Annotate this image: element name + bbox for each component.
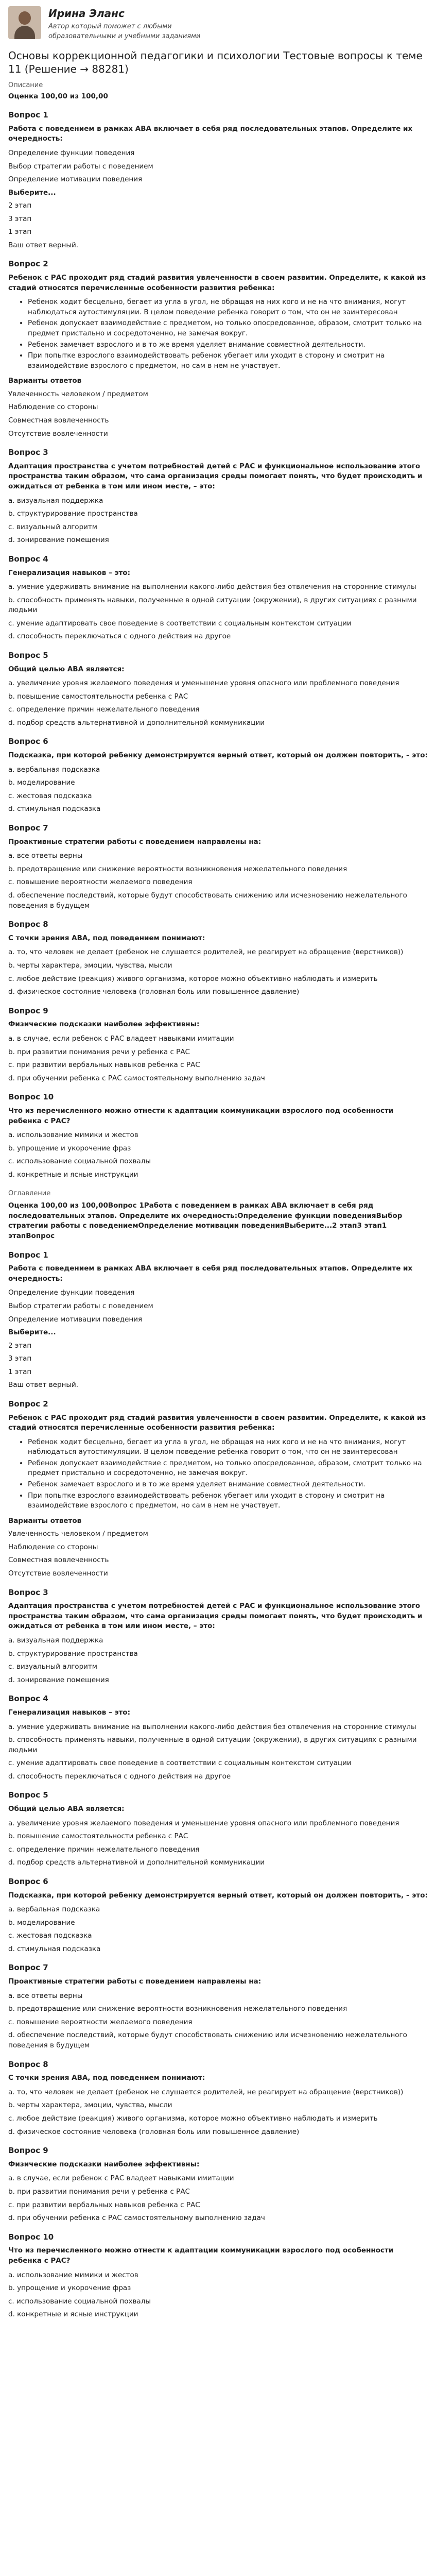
- list-item: Выбор стратегии работы с поведением: [8, 1301, 153, 1310]
- bullet-list: [8, 297, 428, 371]
- answer-option: a. визуальная поддержка: [8, 496, 103, 505]
- answer-option: d. при обучении ребенка с РАС самостоятельному выполнению задач: [8, 2214, 265, 2223]
- list-item: 3 этап: [8, 214, 32, 223]
- answer-option: a. визуальная поддержка: [8, 1636, 103, 1645]
- answer-option: d. физическое состояние человека (головная боль или повышенное давление): [8, 988, 300, 996]
- answer-option: c. определение причин нежелательного поведения: [8, 1845, 200, 1854]
- answer-option: a. умение удерживать внимание на выполнении какого-либо действия без отвлечения на сторонние стимулы: [8, 583, 416, 591]
- answer-option: b. способность применять навыки, полученные в одной ситуации (окружении), в других ситуациях с разными людьми: [8, 1736, 417, 1754]
- answer-option: b. упрощение и укорочение фраз: [8, 2284, 131, 2293]
- answer-option: a. все ответы верны: [8, 1991, 83, 2000]
- answer-option: a. в случае, если ребенок с РАС владеет навыками имитации: [8, 1035, 234, 1043]
- list-item: 2 этап: [8, 1341, 32, 1350]
- list-item: Наблюдение со стороны: [8, 403, 98, 412]
- answer-feedback: Ваш ответ верный.: [8, 1381, 79, 1389]
- question-text: Работа с поведением в рамках ABA включает в себя ряд последовательных этапов. Определите их очередность:: [8, 1264, 413, 1283]
- question-title: Вопрос 2: [8, 1399, 48, 1409]
- question-text: Общий целью АВА является:: [8, 1805, 125, 1814]
- answer-option: d. обеспечение последствий, которые будут способствовать снижению или исчезновению нежелательного поведения в будущем: [8, 2031, 407, 2049]
- list-item: 1 этап: [8, 228, 32, 236]
- answer-option: d. физическое состояние человека (головная боль или повышенное давление): [8, 2127, 300, 2136]
- list-item: Наблюдение со стороны: [8, 1543, 98, 1551]
- answer-option: b. повышение самостоятельности ребенка с РАС: [8, 1832, 188, 1841]
- answer-option: d. зонирование помещения: [8, 1675, 109, 1684]
- answer-option: d. подбор средств альтернативной и дополнительной коммуникации: [8, 718, 265, 727]
- list-item: • Ребенок ходит бесцельно, бегает из угла в угол, не обращая на них кого и не на что внимания, могут наблюдаться аутостимуляции. В целом поведение ребенка говорит о том, что он не заинтересован: [28, 1437, 428, 1458]
- summary-label: Оглавление: [8, 1190, 51, 1198]
- answer-option: c. любое действие (реакция) живого организма, которое можно объективно наблюдать и измерить: [8, 974, 378, 983]
- question-text: Ребенок с РАС проходит ряд стадий развития увлеченности в своем развитии. Определите, к какой из стадий относятся перечисленные особенности развития ребенка:: [8, 274, 426, 292]
- list-item: Увлеченность человеком / предметом: [8, 389, 148, 398]
- answer-option: b. черты характера, эмоции, чувства, мысли: [8, 961, 172, 970]
- answer-option: d. стимульная подсказка: [8, 805, 101, 814]
- answer-option: c. жестовая подсказка: [8, 1931, 92, 1940]
- answer-option: a. все ответы верны: [8, 852, 83, 860]
- question-title: Вопрос 10: [8, 2232, 54, 2242]
- question-text: Подсказка, при которой ребенку демонстрируется верный ответ, который он должен повторить, – это:: [8, 751, 428, 760]
- question-text: Физические подсказки наиболее эффективны:: [8, 2160, 200, 2168]
- list-item: 2 этап: [8, 201, 32, 210]
- list-item: • При попытке взрослого взаимодействовать ребенок убегает или уходит в сторону и смотрит на взаимодействие взрослого с предметом, но сам в нем не участвует.: [28, 1491, 428, 1511]
- list-item: Выбор стратегии работы с поведением: [8, 162, 153, 171]
- answer-option: a. вербальная подсказка: [8, 765, 100, 774]
- question-title: Вопрос 1: [8, 1250, 48, 1260]
- list-item: • Ребенок допускает взаимодействие с предметом, но только опосредованное, образом, смотрит только на предмет пристально и сосредоточенно, не замечая вокруг.: [28, 1459, 428, 1479]
- question-text: Адаптация пространства с учетом потребностей детей с РАС и функциональное использование этого пространства таким образом, что сама организация среды помогает понять, что будет происходить и ожидаться от ребенка в том или ином месте, – это:: [8, 462, 423, 490]
- author-info: [48, 6, 213, 42]
- question-title: Вопрос 7: [8, 1963, 48, 1973]
- question-text: Ребенок с РАС проходит ряд стадий развития увлеченности в своем развитии. Определите, к какой из стадий относятся перечисленные особенности развития ребенка:: [8, 1413, 426, 1432]
- answer-option: d. конкретные и ясные инструкции: [8, 2310, 138, 2319]
- answer-option: b. предотвращение или снижение вероятности возникновения нежелательного поведения: [8, 2005, 347, 2013]
- score: Оценка 100,00 из 100,00: [8, 92, 108, 100]
- question-text: Подсказка, при которой ребенку демонстрируется верный ответ, который он должен повторить, – это:: [8, 1891, 428, 1900]
- answer-option: c. повышение вероятности желаемого поведения: [8, 2018, 193, 2026]
- list-item: Отсутствие вовлеченности: [8, 1569, 108, 1578]
- page-title: Основы коррекционной педагогики и психологии Тестовые вопросы к теме 11 (Решение → 88281): [8, 49, 423, 75]
- question-title: Вопрос 8: [8, 2059, 48, 2069]
- choose-label: Выберите...: [8, 188, 56, 197]
- answer-option: b. при развитии понимания речи у ребенка с РАС: [8, 2188, 190, 2196]
- answer-option: d. обеспечение последствий, которые будут способствовать снижению или исчезновению нежелательного поведения в будущем: [8, 891, 407, 910]
- question-title: Вопрос 8: [8, 920, 48, 929]
- answer-option: a. то, что человек не делает (ребенок не слушается родителей, не реагирует на обращение (верстников)): [8, 948, 404, 957]
- question-title: Вопрос 9: [8, 2146, 48, 2156]
- summary-text: Оценка 100,00 из 100,00Вопрос 1Работа с поведением в рамках ABA включает в себя ряд последовательных этапов. Определите их очередность:Определение функции поведенияВыбор стратегии работы с поведениемОпределение мотивации поведенияВыберите...2 этап3 этап1 этапВопрос: [8, 1201, 403, 1240]
- question-title: Вопрос 5: [8, 1790, 48, 1800]
- question-text: С точки зрения АВА, под поведением понимают:: [8, 934, 205, 942]
- answer-option: c. визуальный алгоритм: [8, 1663, 97, 1671]
- list-item: Совместная вовлеченность: [8, 1556, 109, 1565]
- question-title: Вопрос 2: [8, 259, 48, 269]
- answer-option: a. то, что человек не делает (ребенок не слушается родителей, не реагирует на обращение (верстников)): [8, 2088, 404, 2096]
- answer-option: b. черты характера, эмоции, чувства, мысли: [8, 2101, 172, 2110]
- answer-option: b. моделирование: [8, 778, 75, 787]
- question-title: Вопрос 7: [8, 823, 48, 833]
- question-text: Генерализация навыков – это:: [8, 568, 130, 577]
- answer-option: d. зонирование помещения: [8, 536, 109, 545]
- question-text: Генерализация навыков – это:: [8, 1708, 130, 1717]
- list-item: • Ребенок замечает взрослого и в то же время уделяет внимание совместной деятельности.: [28, 1480, 428, 1490]
- answer-option: b. моделирование: [8, 1918, 75, 1927]
- list-item: • Ребенок ходит бесцельно, бегает из угла в угол, не обращая на них кого и не на что внимания, могут наблюдаться аутостимуляции. В целом поведение ребенка говорит о том, что он не заинтересован: [28, 297, 428, 317]
- answer-option: b. структурирование пространства: [8, 1649, 138, 1658]
- question-title: Вопрос 4: [8, 554, 48, 564]
- answer-option: b. предотвращение или снижение вероятности возникновения нежелательного поведения: [8, 865, 347, 873]
- list-item: • Ребенок допускает взаимодействие с предметом, но только опосредованное, образом, смотрит только на предмет пристально и сосредоточенно, не замечая вокруг.: [28, 318, 428, 338]
- list-item: • При попытке взрослого взаимодействовать ребенок убегает или уходит в сторону и смотрит на взаимодействие взрослого с предметом, но сам в нем не участвует.: [28, 351, 428, 371]
- answer-option: d. способность переключаться с одного действия на другое: [8, 1772, 231, 1781]
- question-title: Вопрос 3: [8, 1587, 48, 1597]
- answer-option: a. увеличение уровня желаемого поведения и уменьшение уровня опасного или проблемного поведения: [8, 1819, 399, 1827]
- choose-label: Выберите...: [8, 1328, 56, 1337]
- answer-option: c. использование социальной похвалы: [8, 1157, 151, 1166]
- answer-option: c. жестовая подсказка: [8, 791, 92, 800]
- answer-option: c. при развитии вербальных навыков ребенка с РАС: [8, 1061, 200, 1070]
- answer-option: d. способность переключаться с одного действия на другое: [8, 632, 231, 641]
- answers-label: Варианты ответов: [8, 1516, 82, 1525]
- answer-option: d. стимульная подсказка: [8, 1944, 101, 1953]
- question-text: Что из перечисленного можно отнести к адаптации коммуникации взрослого под особенности ребенка с РАС?: [8, 2246, 394, 2265]
- answer-option: c. умение адаптировать свое поведение в соответствии с социальным контекстом ситуации: [8, 1759, 352, 1768]
- question-text: Физические подсказки наиболее эффективны:: [8, 1020, 200, 1029]
- list-item: Отсутствие вовлеченности: [8, 429, 108, 438]
- answer-option: c. определение причин нежелательного поведения: [8, 705, 200, 714]
- question-title: Вопрос 1: [8, 110, 48, 120]
- answer-option: a. умение удерживать внимание на выполнении какого-либо действия без отвлечения на сторонние стимулы: [8, 1722, 416, 1731]
- list-item: 1 этап: [8, 1367, 32, 1376]
- answer-option: b. повышение самостоятельности ребенка с РАС: [8, 692, 188, 701]
- list-item: Определение функции поведения: [8, 1289, 135, 1297]
- answer-option: a. в случае, если ребенок с РАС владеет навыками имитации: [8, 2174, 234, 2183]
- author-header: [8, 6, 428, 46]
- author-description: Автор который поможет с любыми образовательными и учебными заданиями: [48, 23, 201, 40]
- question-text: Проактивные стратегии работы с поведением направлены на:: [8, 1977, 261, 1986]
- answer-option: b. структурирование пространства: [8, 510, 138, 518]
- question-text: Общий целью АВА является:: [8, 665, 125, 673]
- list-item: 3 этап: [8, 1354, 32, 1363]
- answer-option: d. при обучении ребенка с РАС самостоятельному выполнению задач: [8, 1074, 265, 1082]
- answer-option: d. подбор средств альтернативной и дополнительной коммуникации: [8, 1858, 265, 1867]
- answer-feedback: Ваш ответ верный.: [8, 241, 79, 249]
- answer-option: b. упрощение и укорочение фраз: [8, 1144, 131, 1153]
- answer-option: c. умение адаптировать свое поведение в соответствии с социальным контекстом ситуации: [8, 619, 352, 628]
- answer-option: c. при развитии вербальных навыков ребенка с РАС: [8, 2200, 200, 2209]
- answer-option: a. использование мимики и жестов: [8, 1131, 138, 1140]
- author-name[interactable]: Ирина Эланс: [48, 7, 125, 20]
- question-title: Вопрос 9: [8, 1006, 48, 1015]
- answer-option: a. использование мимики и жестов: [8, 2270, 138, 2279]
- description-label: Описание: [8, 81, 43, 89]
- answers-label: Варианты ответов: [8, 377, 82, 385]
- answer-option: a. вербальная подсказка: [8, 1905, 100, 1914]
- question-text: С точки зрения АВА, под поведением понимают:: [8, 2074, 205, 2082]
- list-item: Определение мотивации поведения: [8, 175, 143, 184]
- question-text: Проактивные стратегии работы с поведением направлены на:: [8, 837, 261, 846]
- bullet-list: [8, 1437, 428, 1511]
- answer-option: d. конкретные и ясные инструкции: [8, 1170, 138, 1179]
- question-title: Вопрос 3: [8, 448, 48, 457]
- list-item: • Ребенок замечает взрослого и в то же время уделяет внимание совместной деятельности.: [28, 340, 428, 350]
- list-item: Определение мотивации поведения: [8, 1315, 143, 1324]
- list-item: Совместная вовлеченность: [8, 416, 109, 425]
- question-title: Вопрос 10: [8, 1092, 54, 1102]
- answer-option: a. увеличение уровня желаемого поведения и уменьшение уровня опасного или проблемного поведения: [8, 679, 399, 688]
- list-item: Определение функции поведения: [8, 148, 135, 157]
- list-item: Увлеченность человеком / предметом: [8, 1530, 148, 1538]
- question-title: Вопрос 6: [8, 1876, 48, 1886]
- question-text: Что из перечисленного можно отнести к адаптации коммуникации взрослого под особенности ребенка с РАС?: [8, 1107, 394, 1125]
- answer-option: b. при развитии понимания речи у ребенка с РАС: [8, 1047, 190, 1056]
- answer-option: c. любое действие (реакция) живого организма, которое можно объективно наблюдать и измерить: [8, 2114, 378, 2123]
- answer-option: c. визуальный алгоритм: [8, 522, 97, 531]
- question-title: Вопрос 4: [8, 1694, 48, 1704]
- answer-option: c. использование социальной похвалы: [8, 2297, 151, 2306]
- answer-option: c. повышение вероятности желаемого поведения: [8, 878, 193, 887]
- question-text: Адаптация пространства с учетом потребностей детей с РАС и функциональное использование этого пространства таким образом, что сама организация среды помогает понять, что будет происходить и ожидаться от ребенка в том или ином месте, – это:: [8, 1602, 423, 1631]
- question-title: Вопрос 5: [8, 650, 48, 660]
- avatar[interactable]: [8, 6, 41, 39]
- answer-option: b. способность применять навыки, полученные в одной ситуации (окружении), в других ситуациях с разными людьми: [8, 596, 417, 615]
- question-title: Вопрос 6: [8, 737, 48, 747]
- question-text: Работа с поведением в рамках ABA включает в себя ряд последовательных этапов. Определите их очередность:: [8, 124, 413, 143]
